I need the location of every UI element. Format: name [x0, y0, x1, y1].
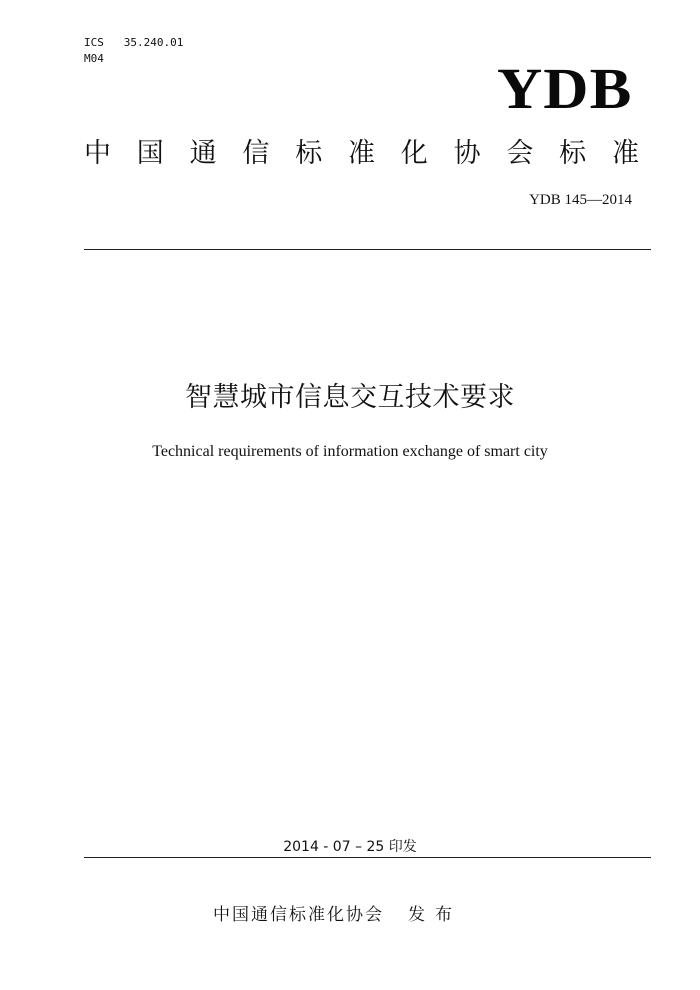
issue-date: 2014 - 07 – 25 印发	[283, 839, 417, 855]
org-standard-title	[84, 134, 639, 174]
org-title-char: 标	[559, 138, 587, 169]
classification-code: M04	[84, 52, 104, 65]
org-title-char: 准	[611, 138, 639, 169]
document-title-cn: 智慧城市信息交互技术要求	[185, 382, 515, 413]
org-title-char: 通	[189, 138, 217, 169]
bottom-divider	[84, 857, 651, 858]
classification-block	[84, 35, 183, 67]
org-title-char: 协	[453, 138, 481, 169]
publisher-line	[213, 903, 462, 927]
ics-code: ICS 35.240.01	[84, 36, 184, 49]
ydb-logo: YDB	[496, 56, 632, 121]
publish-action: 发布	[408, 905, 462, 925]
publisher-name: 中国通信标准化协会	[213, 905, 384, 925]
document-title-en: Technical requirements of information exchange of smart city	[152, 443, 548, 460]
org-title-char: 准	[347, 138, 375, 169]
org-title-char: 国	[136, 138, 164, 169]
org-title-char: 会	[506, 138, 534, 169]
org-title-char: 中	[84, 138, 111, 169]
org-title-char: 化	[400, 138, 428, 169]
top-divider	[84, 249, 651, 250]
org-title-char: 标	[295, 138, 323, 169]
standard-number: YDB 145—2014	[529, 192, 632, 208]
org-title-char: 信	[242, 138, 270, 169]
